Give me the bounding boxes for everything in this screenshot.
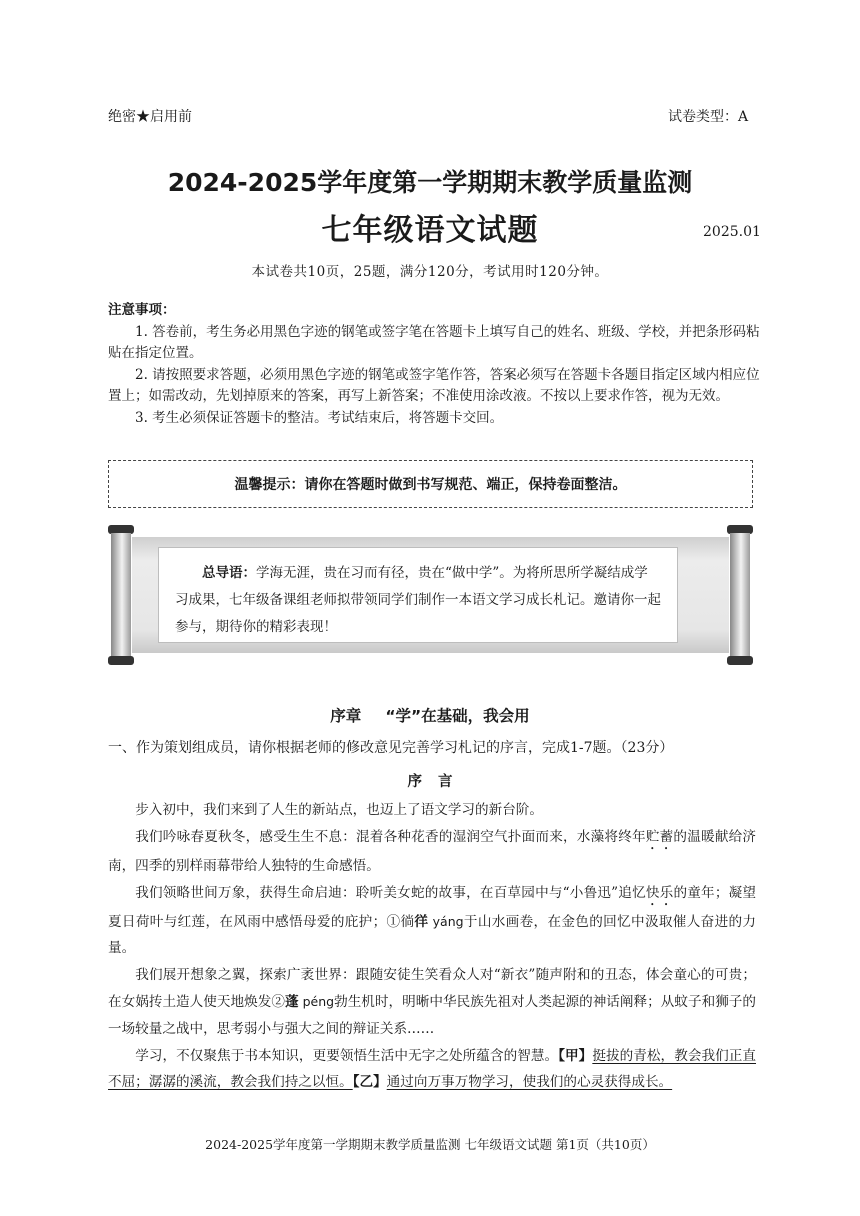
- scroll-roller-right-icon: [727, 525, 753, 665]
- dotted-word: 贮蓄: [645, 828, 674, 845]
- preface-paragraph-4: 我们展开想象之翼，探索广袤世界：跟随安徒生笑看众人对“新衣”随声附和的丑态，体会童心的可贵；在女娲抟土造人使天地焕发②蓬 péng勃生机时，明晰中华民族先祖对人类起源的神话阐释；从蚊子和狮子的一场较量之战中，思考弱小与强大之间的辩证关系……: [108, 967, 757, 1037]
- preface-paragraph-2: 我们吟咏春夏秋冬，感受生生不息：混着各种花香的湿润空气扑面而来，水藻将终年贮蓄的温暖献给济南，四季的别样雨幕带给人独特的生命感悟。: [108, 828, 757, 874]
- guide-scroll: [108, 525, 753, 665]
- bold-char: 蓬: [284, 993, 299, 1010]
- guide-box: [158, 547, 678, 643]
- exam-subtitle: 七年级语文试题: [321, 213, 539, 248]
- preface-body: [108, 797, 756, 1096]
- question-1-prompt: 一、作为策划组成员，请你根据老师的修改意见完善学习札记的序言，完成1-7题。（23分）: [108, 740, 674, 756]
- paper-type-label: 试卷类型：A: [668, 109, 749, 125]
- guide-text: 学海无涯，贵在习而有径，贵在“做中学”。为将所思所学凝结成学习成果，七年级备课组老师拟带领同学们制作一本语文学习成长札记。邀请你一起参与，期待你的精彩表现！: [175, 565, 661, 635]
- preface-paragraph-1: 步入初中，我们来到了人生的新站点，也迈上了语文学习的新台阶。: [135, 802, 543, 818]
- exam-title: 2024-2025学年度第一学期期末教学质量监测: [167, 168, 693, 197]
- chapter-label: 序章: [330, 707, 362, 725]
- dotted-word: 快乐: [645, 884, 674, 901]
- underlined-sentence-yi: 通过向万事万物学习，使我们的心灵获得成长。: [386, 1074, 673, 1091]
- page-footer: 2024-2025学年度第一学期期末教学质量监测 七年级语文试题 第1页（共10页）: [205, 1137, 655, 1152]
- scroll-paper: [132, 537, 729, 653]
- notes-heading: 注意事项：: [108, 302, 176, 318]
- bold-char: 徉: [414, 913, 429, 930]
- tip-box: [108, 460, 753, 508]
- mark-yi: 【乙】: [352, 1074, 387, 1091]
- note-item-2: 2. 请按照要求答题，必须用黑色字迹的钢笔或签字笔作答，答案必须写在答题卡各题目指定区域内相应位置上；如需改动，先划掉原来的答案，再写上新答案；不准使用涂改液。不按以上要求作答，视为无效。: [108, 366, 760, 404]
- underlined-sentence-jia: 挺拔的青松，教会我们正直不屈；潺潺的溪流，教会我们持之以恒。: [108, 1047, 757, 1091]
- preface-title: 序言: [407, 774, 469, 790]
- guide-lead: 总导语：: [202, 565, 256, 581]
- exam-info: 本试卷共10页，25题，满分120分，考试用时120分钟。: [251, 264, 609, 280]
- preface-paragraph-5: 学习，不仅聚焦于书本知识，更要领悟生活中无字之处所蕴含的智慧。【甲】挺拔的青松，教会我们正直不屈；潺潺的溪流，教会我们持之以恒。【乙】通过向万事万物学习，使我们的心灵获得成长。: [108, 1047, 757, 1091]
- pinyin: yáng: [428, 913, 464, 929]
- exam-date: 2025.01: [703, 224, 761, 240]
- confidential-label: 绝密★启用前: [108, 109, 192, 125]
- chapter-title: “学”在基础，我会用: [385, 707, 530, 725]
- pinyin: péng: [298, 993, 335, 1009]
- note-item-3: 3. 考生必须保证答题卡的整洁。考试结束后，将答题卡交回。: [135, 409, 504, 426]
- notes-section: [108, 300, 760, 429]
- mark-jia: 【甲】: [558, 1047, 593, 1064]
- preface-paragraph-3: 我们领略世间万象，获得生命启迪：聆听美女蛇的故事，在百草园中与“小鲁迅”追忆快乐的童年；凝望夏日荷叶与红莲，在风雨中感悟母爱的庇护；①徜徉 yáng于山水画卷，在金色的回忆中汲取催人奋进的力量。: [108, 884, 757, 957]
- note-item-1: 1. 答卷前，考生务必用黑色字迹的钢笔或签字笔在答题卡上填写自己的姓名、班级、学校，并把条形码粘贴在指定位置。: [108, 323, 760, 361]
- scroll-roller-left-icon: [108, 525, 134, 665]
- chapter-heading: [0, 704, 860, 726]
- tip-text: 温馨提示：请你在答题时做到书写规范、端正，保持卷面整洁。: [234, 477, 627, 493]
